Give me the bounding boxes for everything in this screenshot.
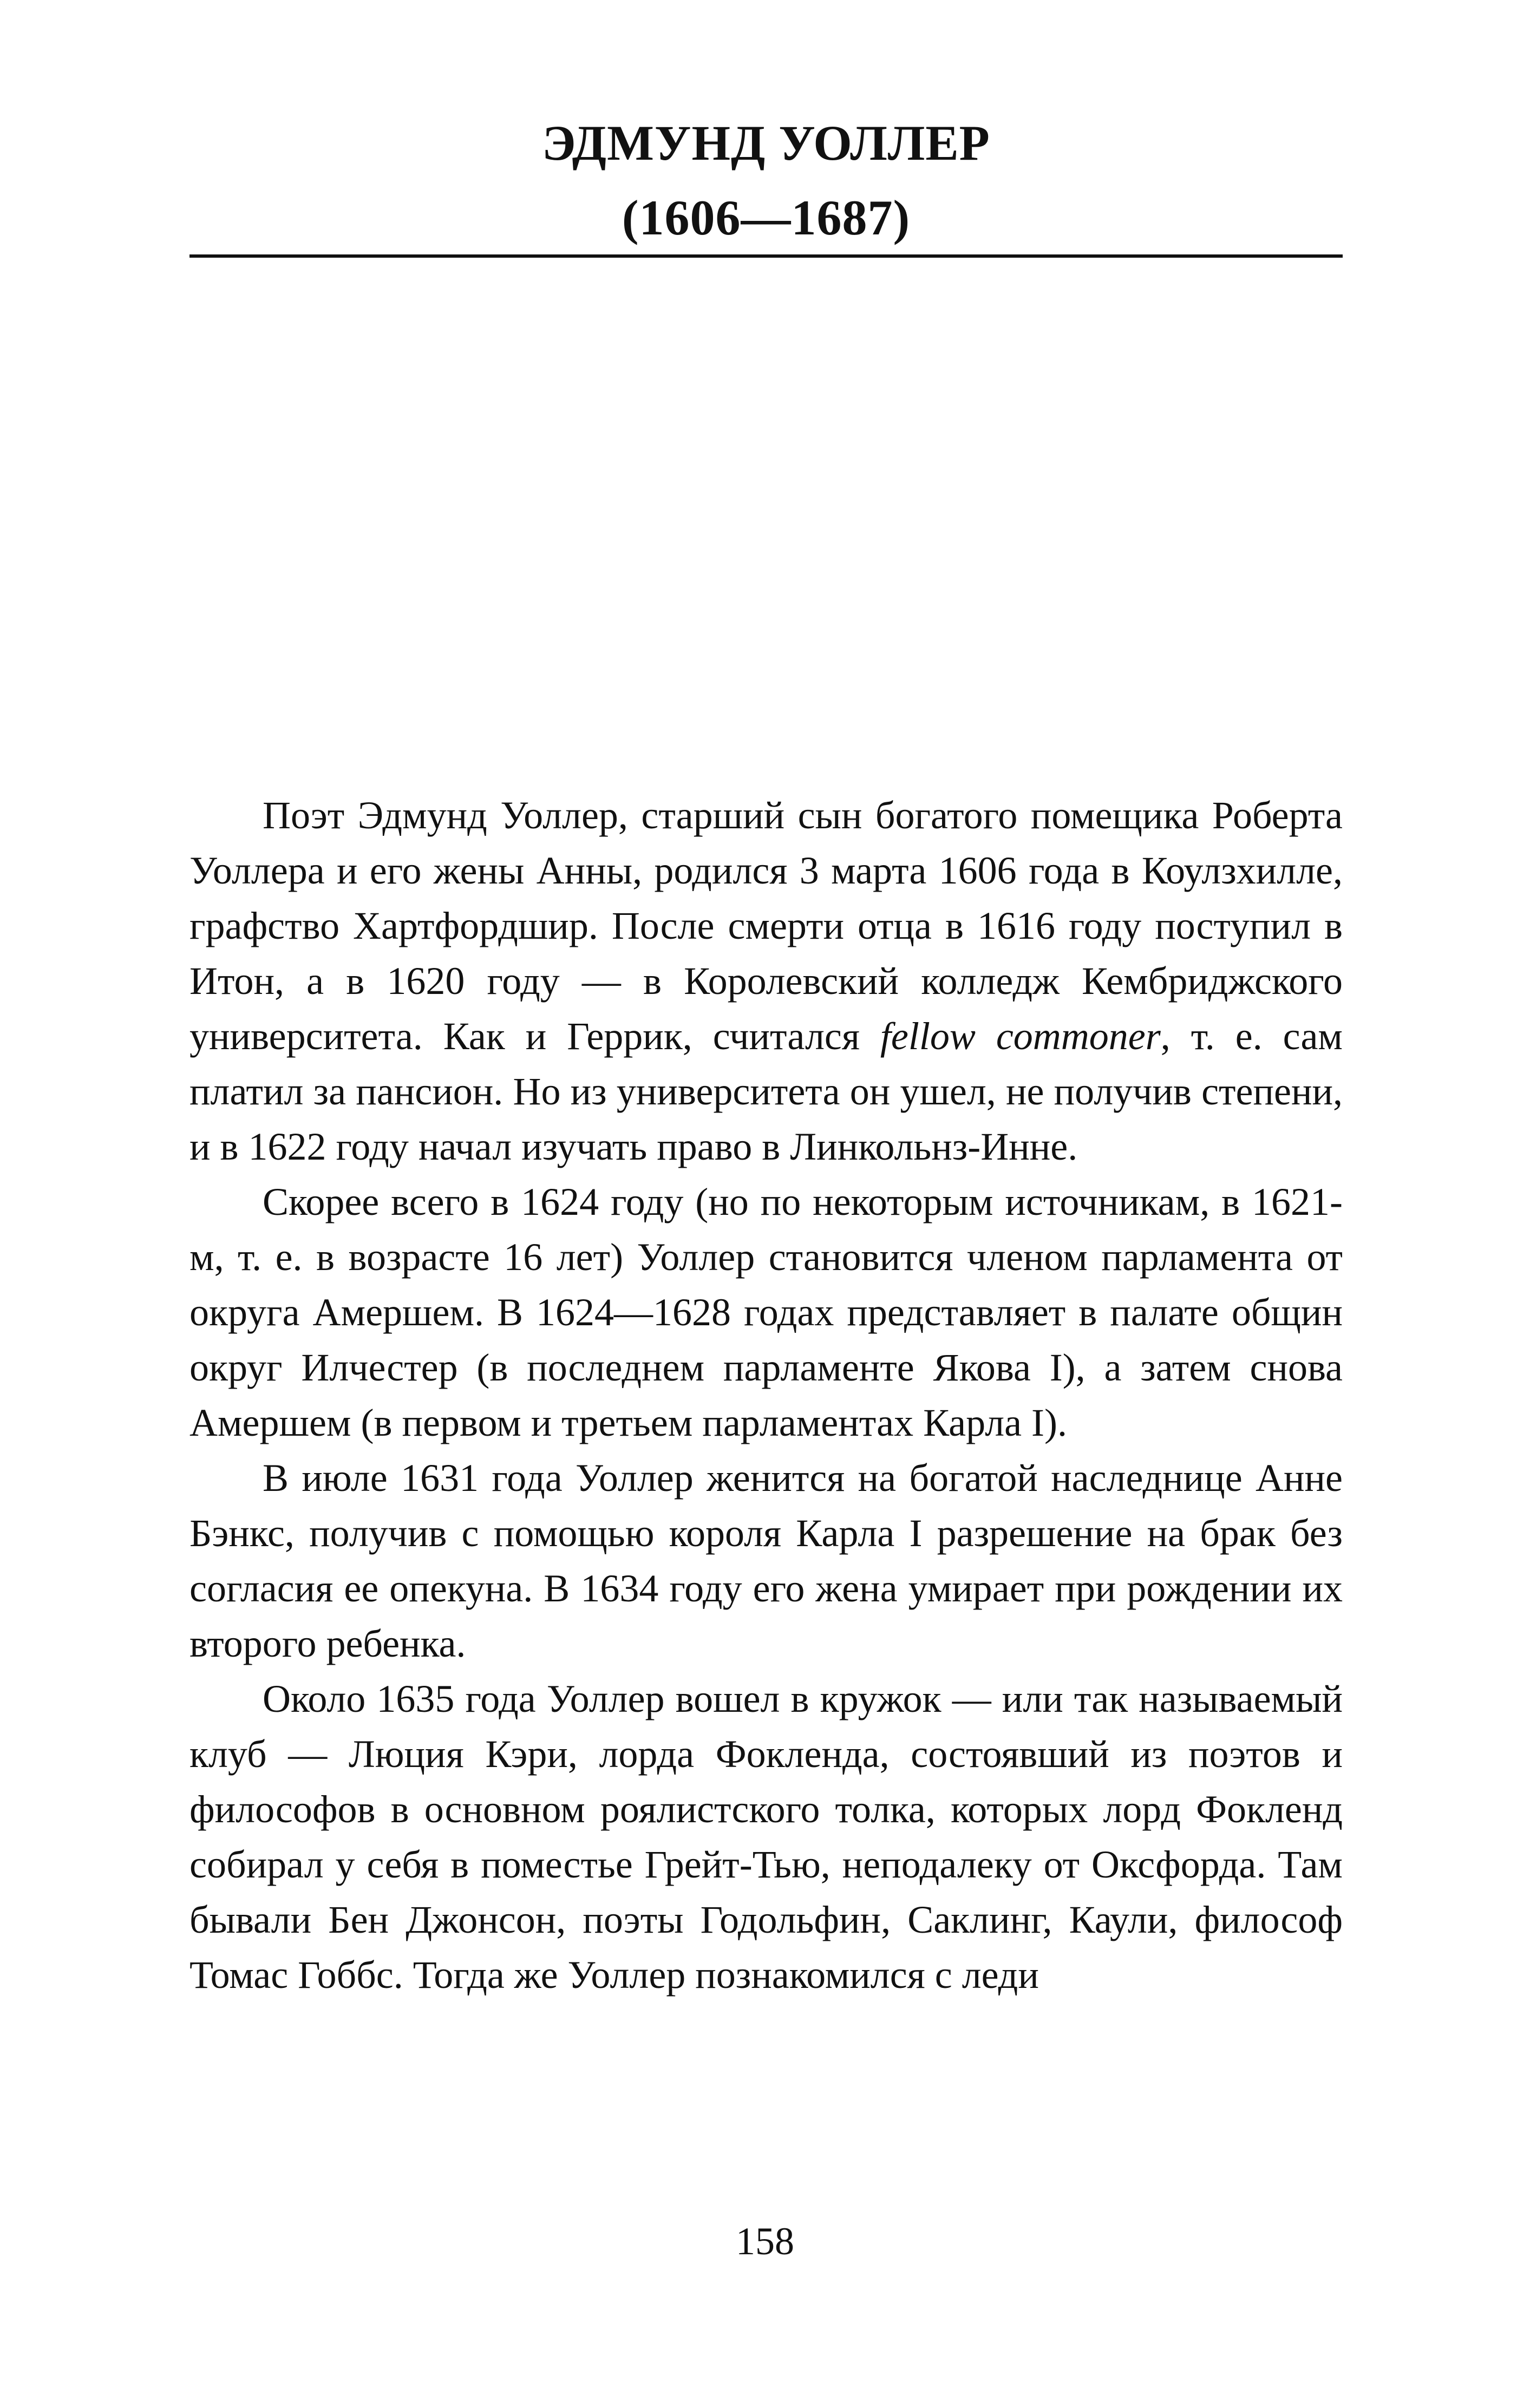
header-rule (189, 254, 1343, 258)
chapter-years: (1606—1687) (622, 190, 911, 245)
paragraph-2: Скорее всего в 1624 году (но по некоторым источникам, в 1621-м, т. е. в возрасте 16 лет) Уоллер становится членом парламента от округа Амершем. В 1624—1628 годах представляет в палате общин округ Илчестер (в последнем парламенте Якова I), а затем снова Амершем (в первом и третьем парламентах Карла I). (189, 1180, 1343, 1444)
paragraph-1-text-a: Поэт Эдмунд Уоллер, старший сын богатого помещика Роберта Уоллера и его жены Анны, родился 3 марта 1606 года в Коулзхилле, графство Хартфордшир. После смерти отца в 1616 году поступил в Итон, а в 1620 году — в Королевский колледж Кембриджского университета. Как и Геррик, считался (189, 794, 1343, 1058)
paragraph-4: Около 1635 года Уоллер вошел в кружок — или так называемый клуб — Люция Кэри, лорда Фокленда, состоявший из поэтов и философов в основном роялистского толка, которых лорд Фокленд собирал у себя в поместье Грейт-Тью, неподалеку от Оксфорда. Там бывали Бен Джонсон, поэты Годольфин, Саклинг, Каули, философ Томас Гоббс. Тогда же Уоллер познакомился с леди (189, 1677, 1343, 1997)
page-number: 158 (736, 2220, 794, 2263)
paragraph-3: В июле 1631 года Уоллер женится на богатой наследнице Анне Бэнкс, получив с помощью короля Карла I разрешение на брак без согласия ее опекуна. В 1634 году его жена умирает при рождении их второго ребенка. (189, 1456, 1343, 1665)
chapter-title: ЭДМУНД УОЛЛЕР (542, 115, 990, 171)
paragraph-1-text-b: , т. е. сам платил за пансион. Но из университета он ушел, не получив степени, и в 1622 году начал изучать право в Линкольнз-Инне. (189, 1015, 1343, 1168)
paragraph-1-italic: fellow commoner (880, 1015, 1161, 1058)
chapter-header (189, 106, 1343, 255)
paragraph-1 (189, 788, 1343, 1174)
body-text (189, 788, 1343, 2003)
